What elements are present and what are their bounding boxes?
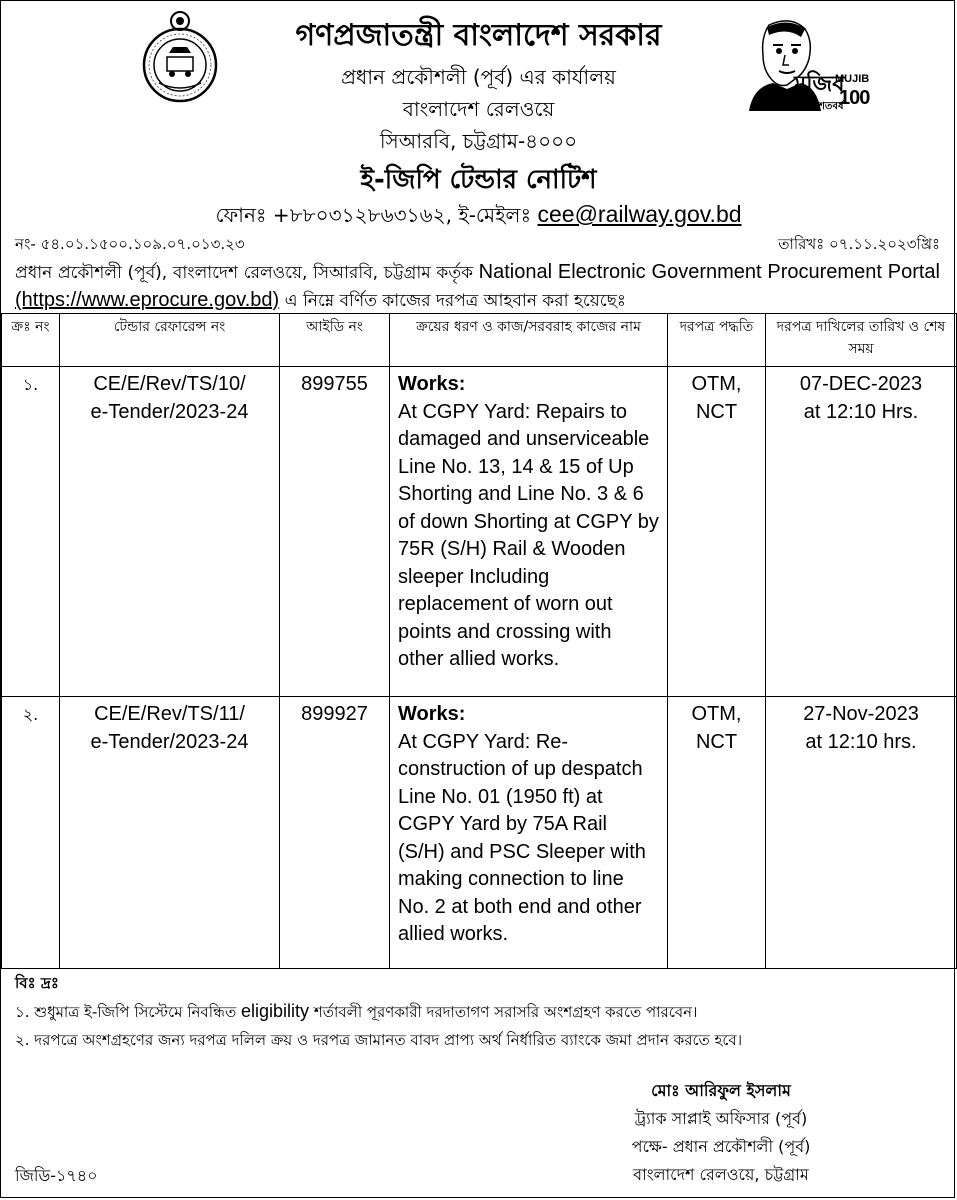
signatory-location: বাংলাদেশ রেলওয়ে, চট্টগ্রাম <box>633 1165 809 1184</box>
email-link[interactable]: cee@railway.gov.bd <box>537 201 742 227</box>
signatory-name: মোঃ আরিফুল ইসলাম <box>651 1081 791 1100</box>
logo-bangla-subtext: শতবর্ষ <box>819 101 844 112</box>
logo-number: 100 <box>839 87 870 109</box>
notice-title: ই-জিপি টেন্ডার নোটিশ <box>360 165 597 195</box>
deadline-time: at 12:10 Hrs. <box>803 400 919 423</box>
note-1-part-b: শর্তাবলী পূরণকারী দরদাতাগণ সরাসরি অংশগ্রহণ করতে পারবেন। <box>313 1003 698 1021</box>
government-title: গণপ্রজাতন্ত্রী বাংলাদেশ সরকার <box>295 18 662 53</box>
row-tender-id: 899927 <box>280 697 390 969</box>
deadline-time: at 12:10 hrs. <box>805 730 917 753</box>
note-2: ২. দরপত্রে অংশগ্রহণের জন্য দরপত্র দলিল ক্রয় ও দরপত্র জামানত বাবদ প্রাপ্য অর্থ নির্ধারিত ব্যাংকে জমা প্রদান করতে হবে। <box>15 1031 743 1049</box>
table-header-row <box>2 314 957 367</box>
notice-date: তারিখঃ ০৭.১১.২০২৩খ্রিঃ <box>778 235 940 253</box>
method-line2: NCT <box>695 400 738 423</box>
signatory-designation: ট্র্যাক সাপ্লাই অফিসার (পূর্ব) <box>634 1109 808 1128</box>
row-tender-ref <box>60 367 280 697</box>
row-work-name <box>390 697 668 969</box>
work-description: At CGPY Yard: Repairs to damaged and unserviceable Line No. 13, 14 & 15 of Up Shorting and Line No. 3 & 6 of down Shorting at CGPY by 75R (S/H) Rail & Wooden sleeper Including replacement of worn out points and crossing with other allied works. <box>398 400 659 670</box>
note-1-eligibility: eligibility <box>241 1001 310 1021</box>
office-address: সিআরবি, চট্টগ্রাম-৪০০০ <box>379 129 578 153</box>
row-method <box>668 367 766 697</box>
method-line1: OTM, <box>691 703 742 725</box>
phone-label: ফোনঃ +৮৮০৩১২৮৬৩১৬২, ই-মেইলঃ <box>215 203 532 227</box>
tender-ref-line2: e-Tender/2023-24 <box>90 730 249 753</box>
notes-heading: বিঃ দ্রঃ <box>15 974 59 992</box>
tender-ref-line1: CE/E/Rev/TS/11/ <box>94 703 245 725</box>
organization-name: বাংলাদেশ রেলওয়ে <box>402 97 555 121</box>
col-header-tender-ref: টেন্ডার রেফারেন্স নং <box>60 314 280 367</box>
method-line2: NCT <box>695 730 738 753</box>
row-sl: ১. <box>2 367 60 697</box>
tender-ref-line1: CE/E/Rev/TS/10/ <box>93 373 246 395</box>
memo-number: নং- ৫৪.০১.১৫০০.১০৯.০৭.০১৩.২৩ <box>15 235 245 253</box>
note-1-part-a: ১. শুধুমাত্র ই-জিপি সিস্টেমে নিবন্ধিত <box>15 1003 237 1021</box>
intro-part1: প্রধান প্রকৌশলী (পূর্ব), বাংলাদেশ রেলওয়ে, সিআরবি, চট্টগ্রাম কর্তৃক <box>15 263 473 283</box>
intro-part2: এ নিম্নে বর্ণিত কাজের দরপত্র আহবান করা হয়েছেঃ <box>284 291 626 311</box>
intro-paragraph <box>15 259 940 315</box>
col-header-sl: ক্রঃ নং <box>2 314 60 367</box>
logo-bangla-text: মুজিব <box>794 72 845 97</box>
row-sl: ২. <box>2 697 60 969</box>
office-name: প্রধান প্রকৌশলী (পূর্ব) এর কার্যালয় <box>341 65 616 89</box>
method-line1: OTM, <box>691 373 742 395</box>
col-header-method: দরপত্র পদ্ধতি <box>668 314 766 367</box>
procurement-type: Works: <box>398 373 466 395</box>
row-method <box>668 697 766 969</box>
row-work-name <box>390 367 668 697</box>
deadline-date: 27-Nov-2023 <box>803 703 919 725</box>
contact-line <box>1 201 956 234</box>
row-tender-ref <box>60 697 280 969</box>
col-header-deadline: দরপত্র দাখিলের তারিখ ও শেষ সময় <box>766 314 957 367</box>
deadline-date: 07-DEC-2023 <box>799 373 923 395</box>
col-header-id: আইডি নং <box>280 314 390 367</box>
row-deadline <box>766 697 957 969</box>
work-description: At CGPY Yard: Re-construction of up despatch Line No. 01 (1950 ft) at CGPY Yard by 75A Rail (S/H) and PSC Sleeper with making connection to line No. 2 at both end and other allied works. <box>398 730 646 945</box>
signatory-on-behalf: পক্ষে- প্রধান প্রকৌশলী (পূর্ব) <box>631 1137 811 1156</box>
procurement-type: Works: <box>398 703 466 725</box>
logo-english-text: MUJIB <box>835 73 870 85</box>
row-deadline <box>766 367 957 697</box>
portal-name: National Electronic Government Procurement Portal <box>478 261 940 283</box>
col-header-work-name: ক্রয়ের ধরণ ও কাজ/সরবরাহ কাজের নাম <box>390 314 668 367</box>
portal-url-link[interactable]: (https://www.eprocure.gov.bd) <box>15 289 280 311</box>
gd-number: জিডি-১৭৪০ <box>15 1166 98 1185</box>
tender-table <box>1 313 957 969</box>
tender-ref-line2: e-Tender/2023-24 <box>90 400 249 423</box>
table-row <box>2 697 957 969</box>
mujib-100-logo <box>739 15 879 111</box>
table-row <box>2 367 957 697</box>
header <box>1 1 956 231</box>
row-tender-id: 899755 <box>280 367 390 697</box>
notes-section <box>15 969 945 1054</box>
note-1 <box>15 997 945 1026</box>
